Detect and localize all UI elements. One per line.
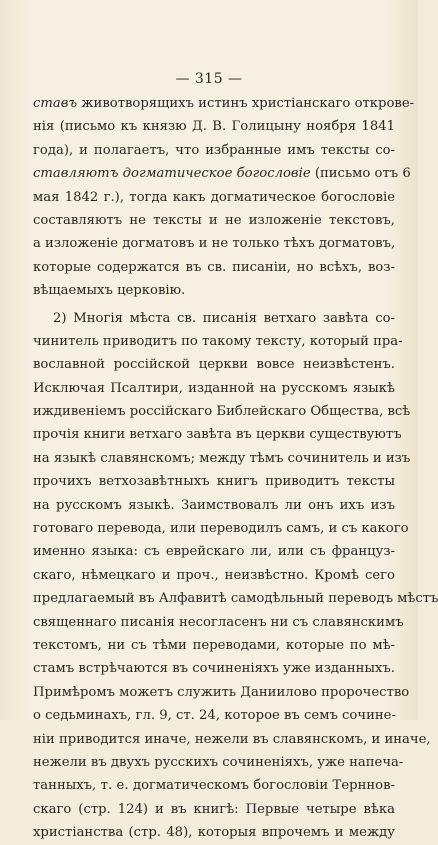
text-line (33, 232, 395, 255)
text-line: на русскомъ языкѣ. Заимствовалъ ли онъ ихъ изъ (33, 497, 395, 513)
text-line: священнаго писанія несогласенъ ни съ славянскимъ (33, 614, 404, 630)
text-line (33, 186, 395, 209)
text-line: танныхъ, т. е. догматическомъ богословіи Терннов- (33, 778, 395, 794)
italic-run: ставляютъ догматическое богословіе (33, 166, 311, 182)
text-run: года), и полагаетъ, что избранные имъ тексты со- (33, 142, 395, 158)
text-line: о седьминахъ, гл. 9, ст. 24, которое въ семъ сочине- (33, 708, 396, 724)
text-line: Примѣромъ можетъ служить Даниилово пророчество (33, 684, 410, 700)
text-line: текстомъ, ни съ тѣми переводами, которые по мѣ- (33, 637, 395, 653)
text-line (33, 209, 395, 232)
text-line: прочія книги ветхаго завѣта въ церкви существуютъ (33, 427, 402, 443)
italic-run: ставъ (33, 96, 78, 111)
text-line: иждивеніемъ россійскаго Библейскаго Общества, всѣ (33, 404, 411, 420)
text-run: нія (письмо къ князю Д. В. Голицыну ноября 1841 (33, 119, 395, 135)
text-run: а изложеніе догматовъ и не только тѣхъ догматовъ, (33, 236, 396, 252)
text-line: скаго (стр. 124) и въ книгѣ: Первые четыре вѣка (33, 801, 395, 817)
text-line: скаго, нѣмецкаго и проч., неизвѣстно. Кромѣ сего (33, 567, 395, 583)
text-run: вѣщаемыхъ церковію. (33, 283, 186, 299)
text-line (33, 139, 395, 162)
text-line: прочихъ ветхозавѣтныхъ книгъ приводитъ тексты (33, 474, 395, 490)
text-line: нежели въ двухъ русскихъ сочиненіяхъ, уже напеча- (33, 754, 404, 770)
text-line: готоваго перевода, или переводилъ самъ, и съ какого (33, 521, 409, 537)
text-run: животворящихъ истинъ христіанскаго открове- (77, 96, 415, 111)
paragraph-2 (33, 307, 438, 845)
text-line (33, 256, 395, 279)
text-run: которые содержатся въ св. писаніи, но всѣхъ, воз- (33, 259, 395, 275)
text-line: именно языка: съ еврейскаго ли, или съ француз- (33, 544, 395, 560)
text-line: стамъ встрѣчаются въ сочиненіяхъ уже изданныхъ. (33, 661, 395, 677)
text-line: предлагаемый въ Алфавитѣ самодѣльный переводъ мѣстъ (33, 591, 438, 607)
text-run: мая 1842 г.), тогда какъ догматическое богословіе (33, 189, 395, 205)
text-line: христіанства (стр. 48), которыя впрочемъ и между (33, 825, 395, 841)
text-line: вославной россійской церкви вовсе неизвѣстенъ. (33, 357, 395, 373)
text-line: чинитель приводитъ по такому тексту, который пра- (33, 333, 403, 349)
text-line (33, 279, 395, 302)
text-line: ніи приводится иначе, нежели въ славянскомъ, и иначе, (33, 731, 431, 747)
text-line (33, 92, 415, 115)
paragraph-1 (33, 92, 415, 303)
text-line: Исключая Псалтири, изданной на русскомъ языкѣ (33, 380, 395, 396)
text-line (33, 162, 411, 185)
page-number: — 315 — (175, 71, 243, 87)
text-line: 2) Многія мѣста св. писанія ветхаго завѣта со- (53, 310, 395, 326)
page-body (33, 92, 438, 845)
text-line: на языкѣ славянскомъ; между тѣмъ сочинитель и изъ (33, 450, 411, 466)
text-run: составляютъ не тексты и не изложеніе текстовъ, (33, 212, 395, 228)
text-run: (письмо отъ 6 (310, 166, 411, 182)
text-line (33, 115, 395, 138)
